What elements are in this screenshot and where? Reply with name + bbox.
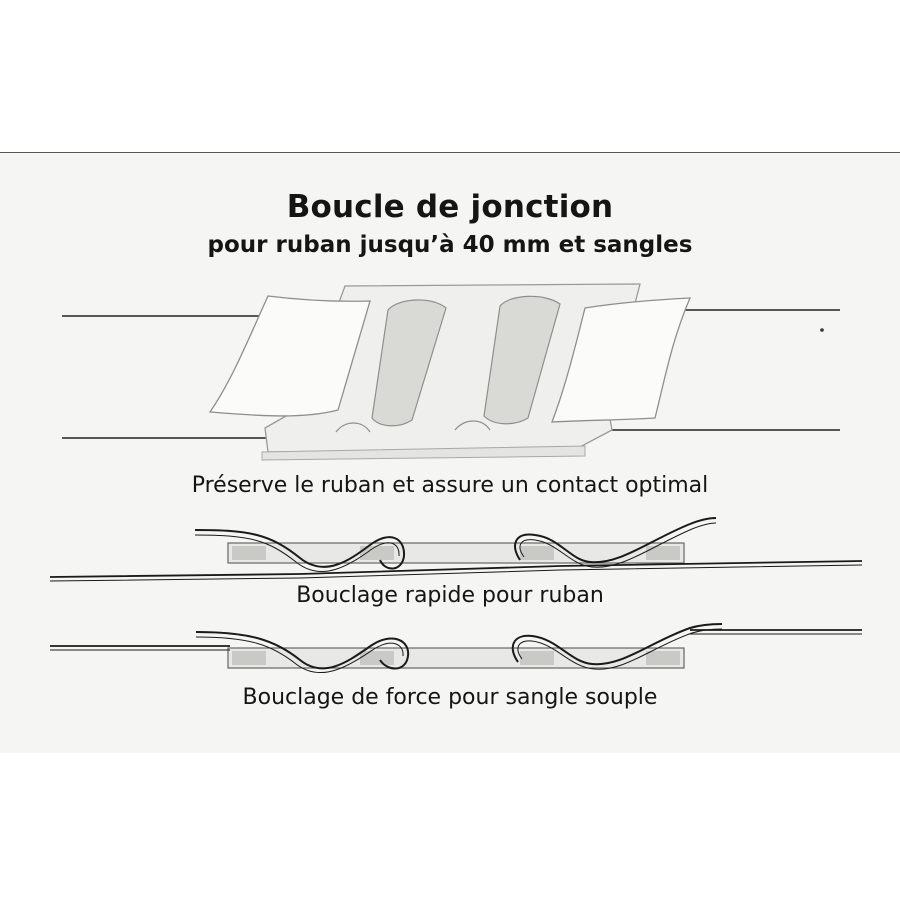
diagram-title: Boucle de jonction xyxy=(286,189,614,225)
diagram-subtitle: pour ruban jusqu’à 40 mm et sangles xyxy=(207,232,693,258)
bar-segment xyxy=(646,651,680,665)
caption-buckle-view: Préserve le ruban et assure un contact optimal xyxy=(191,473,709,498)
caption-quick-threading: Bouclage rapide pour ruban xyxy=(296,583,604,608)
caption-strong-threading: Bouclage de force pour sangle souple xyxy=(242,685,658,710)
bar-segment xyxy=(520,651,554,665)
bar-segment xyxy=(360,651,394,665)
bar-segment xyxy=(232,651,266,665)
